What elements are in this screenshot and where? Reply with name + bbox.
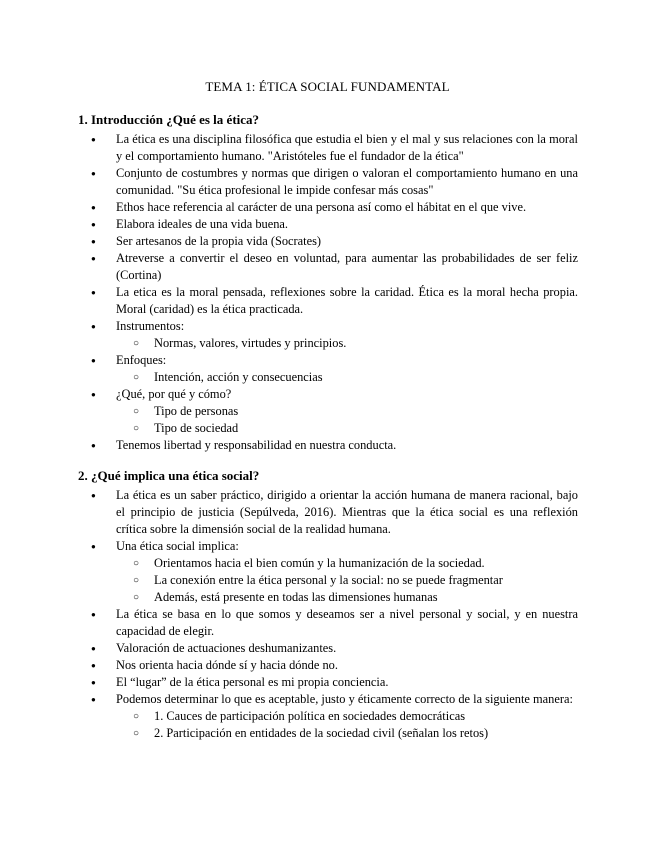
list-item-que	[78, 386, 578, 437]
sub-list-item: ○ 2. Participación en entidades de la sociedad civil (señalan los retos)	[116, 725, 578, 742]
list-item-label: Instrumentos:	[116, 319, 185, 333]
list-item-label: ¿Qué, por qué y cómo?	[116, 387, 232, 401]
list-item: ● Tenemos libertad y responsabilidad en nuestra conducta.	[78, 437, 578, 454]
list-item-manera	[78, 691, 578, 742]
list-item: ● Nos orienta hacia dónde sí y hacia dónde no.	[78, 657, 578, 674]
sub-list	[116, 403, 578, 437]
list-item: ● Ser artesanos de la propia vida (Socrates)	[78, 233, 578, 250]
bullet-list	[78, 487, 578, 742]
sub-list-item: ○ 1. Cauces de participación política en sociedades democráticas	[116, 708, 578, 725]
sub-list-item: ○ Además, está presente en todas las dimensiones humanas	[116, 589, 578, 606]
sub-list	[116, 335, 578, 352]
list-item: ● La etica es la moral pensada, reflexiones sobre la caridad. Ética es la moral hecha propia. Moral (caridad) es la ética practicada.	[78, 284, 578, 318]
list-item: ● La ética es un saber práctico, dirigido a orientar la acción humana de manera racional, bajo el principio de justicia (Sepúlveda, 2016). Mientras que la ética social es una reflexión crítica sobre la dimensión social de la realidad humana.	[78, 487, 578, 538]
list-item-enfoques	[78, 352, 578, 386]
sub-list-item: ○ La conexión entre la ética personal y la social: no se puede fragmentar	[116, 572, 578, 589]
list-item: ● Conjunto de costumbres y normas que dirigen o valoran el comportamiento humano en una comunidad. "Su ética profesional le impide confesar más cosas"	[78, 165, 578, 199]
list-item: ● Ethos hace referencia al carácter de una persona así como el hábitat en el que vive.	[78, 199, 578, 216]
list-item: ● Valoración de actuaciones deshumanizantes.	[78, 640, 578, 657]
list-item: ● El “lugar” de la ética personal es mi propia conciencia.	[78, 674, 578, 691]
sub-list-item: ○ Tipo de personas	[116, 403, 578, 420]
sub-list-item: ○ Intención, acción y consecuencias	[116, 369, 578, 386]
list-item-label: Una ética social implica:	[116, 539, 239, 553]
section-etica-social	[78, 467, 578, 742]
page-title: TEMA 1: ÉTICA SOCIAL FUNDAMENTAL	[205, 79, 450, 94]
sub-list-item: ○ Normas, valores, virtudes y principios.	[116, 335, 578, 352]
list-item: ● La ética se basa en lo que somos y deseamos ser a nivel personal y social, y en nuestra capacidad de elegir.	[78, 606, 578, 640]
sub-list	[116, 369, 578, 386]
sub-list	[116, 555, 578, 606]
list-item-instrumentos	[78, 318, 578, 352]
list-item: ● La ética es una disciplina filosófica que estudia el bien y el mal y sus relaciones con la moral y el comportamiento humano. "Aristóteles fue el fundador de la ética"	[78, 131, 578, 165]
list-item: ● Elabora ideales de una vida buena.	[78, 216, 578, 233]
sub-list-item: ○ Orientamos hacia el bien común y la humanización de la sociedad.	[116, 555, 578, 572]
sub-list	[116, 708, 578, 742]
bullet-list	[78, 131, 578, 454]
sub-list-item: ○ Tipo de sociedad	[116, 420, 578, 437]
list-item: ● Atreverse a convertir el deseo en voluntad, para aumentar las probabilidades de ser feliz (Cortina)	[78, 250, 578, 284]
section-heading: 2. ¿Qué implica una ética social?	[78, 468, 260, 483]
list-item-label: Podemos determinar lo que es aceptable, justo y éticamente correcto de la siguiente manera:	[116, 692, 573, 706]
list-item-label: Enfoques:	[116, 353, 167, 367]
section-introduccion	[78, 111, 578, 454]
list-item-implica	[78, 538, 578, 606]
section-heading: 1. Introducción ¿Qué es la ética?	[78, 112, 260, 127]
